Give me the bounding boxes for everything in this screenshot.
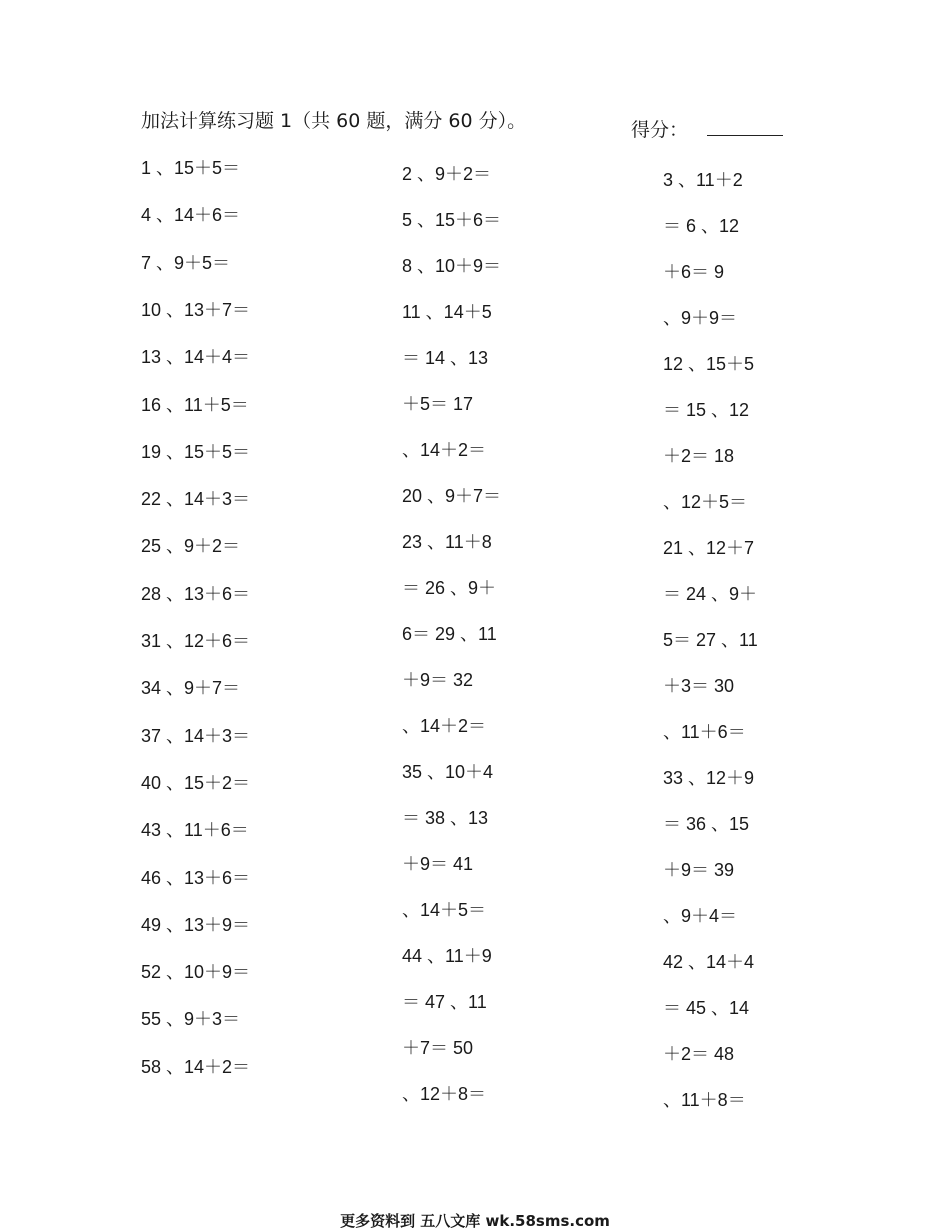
problem-item: 44 、11＋9 <box>402 946 492 966</box>
problem-item: 、14＋5＝ <box>402 900 487 920</box>
score-label: 得分： <box>631 119 689 141</box>
problem-item: ＝ 38 、13 <box>402 808 489 828</box>
problem-item: 19 、15＋5＝ <box>141 442 251 462</box>
problem-item: 8 、10＋9＝ <box>402 256 502 276</box>
problem-item: ＋6＝ 9 <box>663 262 725 282</box>
problem-item: ＝ 47 、11 <box>402 992 487 1012</box>
problem-item: 、9＋4＝ <box>663 906 738 926</box>
problem-item: 11 、14＋5 <box>402 302 492 322</box>
problem-item: 、14＋2＝ <box>402 716 487 736</box>
problem-item: ＋5＝ 17 <box>402 394 474 414</box>
problem-item: ＋9＝ 32 <box>402 670 474 690</box>
problem-item: 5 、15＋6＝ <box>402 210 502 230</box>
problem-item: 55 、9＋3＝ <box>141 1009 241 1029</box>
problem-item: ＝ 6 、12 <box>663 216 740 236</box>
problem-item: ＋2＝ 48 <box>663 1044 735 1064</box>
problem-item: 3 、11＋2 <box>663 170 743 190</box>
problem-item: 2 、9＋2＝ <box>402 164 492 184</box>
problem-item: 22 、14＋3＝ <box>141 489 251 509</box>
problem-item: 43 、11＋6＝ <box>141 820 249 840</box>
problem-item: ＝ 24 、9＋ <box>663 584 758 604</box>
problem-item: 46 、13＋6＝ <box>141 868 251 888</box>
problem-item: 16 、11＋5＝ <box>141 395 249 415</box>
problem-item: 58 、14＋2＝ <box>141 1057 251 1077</box>
footer-watermark-text: 更多资料到 五八文库 wk.58sms.com <box>340 1212 610 1230</box>
problem-item: 13 、14＋4＝ <box>141 347 251 367</box>
problem-item: 、11＋8＝ <box>663 1090 746 1110</box>
problem-item: 7 、9＋5＝ <box>141 253 231 273</box>
problem-item: 42 、14＋4 <box>663 952 755 972</box>
problem-item: 28 、13＋6＝ <box>141 584 251 604</box>
problem-item: ＋7＝ 50 <box>402 1038 474 1058</box>
problem-item: 23 、11＋8 <box>402 532 492 552</box>
problem-item: 21 、12＋7 <box>663 538 755 558</box>
problem-item: ＝ 15 、12 <box>663 400 750 420</box>
problem-item: 6＝ 29 、11 <box>402 624 497 644</box>
problem-item: 34 、9＋7＝ <box>141 678 241 698</box>
problem-item: 、12＋5＝ <box>663 492 748 512</box>
problem-item: 33 、12＋9 <box>663 768 755 788</box>
problem-item: 20 、9＋7＝ <box>402 486 502 506</box>
problem-item: ＋9＝ 41 <box>402 854 474 874</box>
page-title: 加法计算练习题 1（共 60 题，满分 60 分）。 <box>141 110 527 132</box>
problem-item: 10 、13＋7＝ <box>141 300 251 320</box>
problem-item: ＝ 14 、13 <box>402 348 489 368</box>
problem-item: 、9＋9＝ <box>663 308 738 328</box>
score-blank-line <box>707 135 783 136</box>
problem-item: 、12＋8＝ <box>402 1084 487 1104</box>
problem-item: 1 、15＋5＝ <box>141 158 241 178</box>
problem-item: 、11＋6＝ <box>663 722 746 742</box>
problem-item: ＋2＝ 18 <box>663 446 735 466</box>
problem-item: 5＝ 27 、11 <box>663 630 758 650</box>
problem-item: ＋3＝ 30 <box>663 676 735 696</box>
problem-item: 、14＋2＝ <box>402 440 487 460</box>
problem-item: ＝ 45 、14 <box>663 998 750 1018</box>
problem-item: 4 、14＋6＝ <box>141 205 241 225</box>
problem-item: 52 、10＋9＝ <box>141 962 251 982</box>
problem-item: ＝ 26 、9＋ <box>402 578 497 598</box>
problem-item: ＝ 36 、15 <box>663 814 750 834</box>
problem-item: 25 、9＋2＝ <box>141 536 241 556</box>
problem-item: 35 、10＋4 <box>402 762 494 782</box>
problem-item: 40 、15＋2＝ <box>141 773 251 793</box>
problem-item: 37 、14＋3＝ <box>141 726 251 746</box>
problem-item: ＋9＝ 39 <box>663 860 735 880</box>
problem-item: 31 、12＋6＝ <box>141 631 251 651</box>
problem-item: 49 、13＋9＝ <box>141 915 251 935</box>
problem-item: 12 、15＋5 <box>663 354 755 374</box>
